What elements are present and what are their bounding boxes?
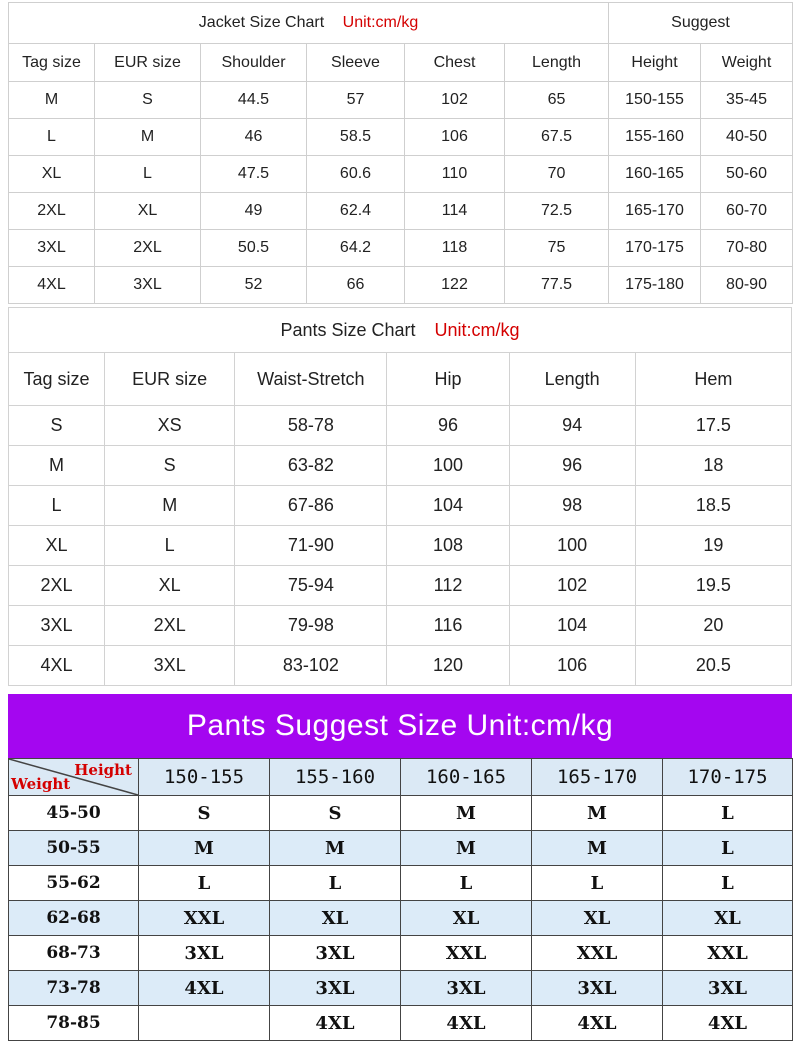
table-cell: 114 — [405, 193, 505, 230]
table-cell: 155-160 — [609, 119, 701, 156]
size-cell: XXL — [532, 936, 663, 971]
size-cell: 3XL — [270, 971, 401, 1006]
table-cell: 64.2 — [307, 230, 405, 267]
table-row — [9, 119, 793, 156]
size-cell: M — [401, 831, 532, 866]
pants-header-row — [9, 353, 792, 406]
weight-cell: 50-55 — [9, 831, 139, 866]
size-cell: 4XL — [139, 971, 270, 1006]
header-cell: Sleeve — [307, 44, 405, 82]
size-cell: L — [401, 866, 532, 901]
header-cell: Shoulder — [201, 44, 307, 82]
weight-cell: 68-73 — [9, 936, 139, 971]
table-cell: S — [95, 82, 201, 119]
table-cell: 75-94 — [235, 566, 387, 606]
size-cell: M — [270, 831, 401, 866]
corner-weight-label: Weight — [11, 775, 71, 793]
table-cell: 2XL — [95, 230, 201, 267]
weight-cell: 62-68 — [9, 901, 139, 936]
header-cell: Chest — [405, 44, 505, 82]
size-cell: XL — [532, 901, 663, 936]
size-cell: M — [401, 796, 532, 831]
suggest-header-row — [9, 759, 793, 796]
table-cell: 175-180 — [609, 267, 701, 304]
table-cell: 35-45 — [701, 82, 793, 119]
table-cell: 118 — [405, 230, 505, 267]
table-cell: 160-165 — [609, 156, 701, 193]
table-cell: 100 — [509, 526, 635, 566]
table-cell: 83-102 — [235, 646, 387, 686]
table-cell: 102 — [405, 82, 505, 119]
size-cell: M — [139, 831, 270, 866]
table-cell: 116 — [387, 606, 509, 646]
table-cell: 60-70 — [701, 193, 793, 230]
table-cell: 62.4 — [307, 193, 405, 230]
table-cell: 58-78 — [235, 406, 387, 446]
size-cell: XL — [401, 901, 532, 936]
size-cell: 4XL — [532, 1006, 663, 1041]
size-cell: L — [139, 866, 270, 901]
size-cell: 3XL — [663, 971, 793, 1006]
table-cell: 17.5 — [635, 406, 791, 446]
table-cell: 94 — [509, 406, 635, 446]
table-cell: 50-60 — [701, 156, 793, 193]
header-cell: Tag size — [9, 44, 95, 82]
table-cell: 50.5 — [201, 230, 307, 267]
header-cell: Waist-Stretch — [235, 353, 387, 406]
header-cell: Weight — [701, 44, 793, 82]
table-cell: 102 — [509, 566, 635, 606]
table-cell: 58.5 — [307, 119, 405, 156]
pants-unit: Unit:cm/kg — [434, 319, 520, 340]
size-cell: XL — [663, 901, 793, 936]
table-cell: 75 — [505, 230, 609, 267]
size-cell: L — [663, 866, 793, 901]
table-cell: 108 — [387, 526, 509, 566]
table-cell: 150-155 — [609, 82, 701, 119]
table-cell: 67.5 — [505, 119, 609, 156]
size-cell: L — [270, 866, 401, 901]
size-cell: 3XL — [139, 936, 270, 971]
table-cell: 104 — [387, 486, 509, 526]
table-cell: 98 — [509, 486, 635, 526]
table-cell: 57 — [307, 82, 405, 119]
pants-title-cell — [9, 308, 792, 353]
size-cell: M — [532, 796, 663, 831]
weight-cell: 78-85 — [9, 1006, 139, 1041]
pants-size-table — [8, 307, 792, 686]
table-row — [9, 866, 793, 901]
table-cell: 52 — [201, 267, 307, 304]
table-cell: 77.5 — [505, 267, 609, 304]
table-cell: XL — [9, 526, 105, 566]
height-header: 160-165 — [401, 759, 532, 796]
table-cell: M — [105, 486, 235, 526]
height-header: 150-155 — [139, 759, 270, 796]
size-cell: S — [139, 796, 270, 831]
header-cell: Length — [505, 44, 609, 82]
weight-cell: 73-78 — [9, 971, 139, 1006]
table-cell: M — [9, 82, 95, 119]
table-cell: 60.6 — [307, 156, 405, 193]
pants-title: Pants Size Chart — [280, 319, 416, 340]
size-cell: L — [532, 866, 663, 901]
table-cell: 2XL — [9, 566, 105, 606]
size-cell: S — [270, 796, 401, 831]
header-cell: Hem — [635, 353, 791, 406]
table-cell: 72.5 — [505, 193, 609, 230]
table-row — [9, 1006, 793, 1041]
size-cell: M — [532, 831, 663, 866]
table-cell: S — [105, 446, 235, 486]
table-cell: 65 — [505, 82, 609, 119]
table-cell: L — [9, 486, 105, 526]
table-row — [9, 901, 793, 936]
table-cell: 96 — [509, 446, 635, 486]
size-cell: XXL — [139, 901, 270, 936]
table-row — [9, 406, 792, 446]
table-cell: 2XL — [9, 193, 95, 230]
size-cell: L — [663, 796, 793, 831]
table-cell: 70-80 — [701, 230, 793, 267]
table-cell: 49 — [201, 193, 307, 230]
table-row — [9, 566, 792, 606]
table-cell: 18.5 — [635, 486, 791, 526]
table-cell: 18 — [635, 446, 791, 486]
table-cell: XL — [95, 193, 201, 230]
height-header: 165-170 — [532, 759, 663, 796]
table-cell: 71-90 — [235, 526, 387, 566]
table-cell: 3XL — [9, 230, 95, 267]
jacket-unit: Unit:cm/kg — [342, 14, 419, 31]
table-cell: M — [95, 119, 201, 156]
size-cell: 3XL — [532, 971, 663, 1006]
table-cell: XS — [105, 406, 235, 446]
table-cell: M — [9, 446, 105, 486]
table-cell: 63-82 — [235, 446, 387, 486]
table-row — [9, 230, 793, 267]
table-row — [9, 156, 793, 193]
table-cell: 44.5 — [201, 82, 307, 119]
table-cell: 4XL — [9, 646, 105, 686]
size-cell: XXL — [401, 936, 532, 971]
table-row — [9, 446, 792, 486]
size-cell — [139, 1006, 270, 1041]
corner-cell — [9, 759, 139, 796]
corner-height-label: Height — [74, 761, 132, 779]
table-cell: 4XL — [9, 267, 95, 304]
table-cell: S — [9, 406, 105, 446]
table-cell: 19 — [635, 526, 791, 566]
table-cell: 3XL — [105, 646, 235, 686]
table-row — [9, 486, 792, 526]
header-cell: Height — [609, 44, 701, 82]
size-cell: XL — [270, 901, 401, 936]
table-cell: XL — [105, 566, 235, 606]
table-cell: 80-90 — [701, 267, 793, 304]
table-cell: 104 — [509, 606, 635, 646]
table-cell: 20 — [635, 606, 791, 646]
table-row — [9, 606, 792, 646]
table-row — [9, 971, 793, 1006]
pants-suggest-table — [8, 758, 793, 1041]
table-cell: 110 — [405, 156, 505, 193]
jacket-suggest-title: Suggest — [609, 3, 793, 44]
table-row — [9, 526, 792, 566]
table-cell: 3XL — [9, 606, 105, 646]
table-cell: L — [9, 119, 95, 156]
table-row — [9, 796, 793, 831]
header-cell: EUR size — [105, 353, 235, 406]
table-cell: 67-86 — [235, 486, 387, 526]
size-cell: 4XL — [663, 1006, 793, 1041]
suggest-banner: Pants Suggest Size Unit:cm/kg — [8, 694, 792, 758]
table-row — [9, 82, 793, 119]
height-header: 170-175 — [663, 759, 793, 796]
table-row — [9, 831, 793, 866]
table-cell: 46 — [201, 119, 307, 156]
table-cell: L — [105, 526, 235, 566]
table-row — [9, 646, 792, 686]
jacket-title: Jacket Size Chart — [198, 14, 325, 31]
size-cell: L — [663, 831, 793, 866]
table-cell: 47.5 — [201, 156, 307, 193]
table-cell: 122 — [405, 267, 505, 304]
table-cell: 165-170 — [609, 193, 701, 230]
table-row — [9, 267, 793, 304]
size-cell: 4XL — [401, 1006, 532, 1041]
table-cell: 79-98 — [235, 606, 387, 646]
header-cell: EUR size — [95, 44, 201, 82]
table-cell: XL — [9, 156, 95, 193]
table-cell: L — [95, 156, 201, 193]
weight-cell: 55-62 — [9, 866, 139, 901]
table-cell: 66 — [307, 267, 405, 304]
table-cell: 2XL — [105, 606, 235, 646]
size-cell: 3XL — [401, 971, 532, 1006]
table-cell: 106 — [405, 119, 505, 156]
table-cell: 40-50 — [701, 119, 793, 156]
table-cell: 20.5 — [635, 646, 791, 686]
table-row — [9, 193, 793, 230]
table-cell: 3XL — [95, 267, 201, 304]
size-cell: 4XL — [270, 1006, 401, 1041]
jacket-header-row — [9, 44, 793, 82]
table-cell: 120 — [387, 646, 509, 686]
table-cell: 170-175 — [609, 230, 701, 267]
table-cell: 100 — [387, 446, 509, 486]
size-cell: XXL — [663, 936, 793, 971]
table-cell: 106 — [509, 646, 635, 686]
table-row — [9, 936, 793, 971]
header-cell: Hip — [387, 353, 509, 406]
jacket-title-cell — [9, 3, 609, 44]
table-cell: 19.5 — [635, 566, 791, 606]
table-cell: 70 — [505, 156, 609, 193]
height-header: 155-160 — [270, 759, 401, 796]
header-cell: Tag size — [9, 353, 105, 406]
weight-cell: 45-50 — [9, 796, 139, 831]
table-cell: 96 — [387, 406, 509, 446]
jacket-size-table — [8, 2, 793, 304]
size-cell: 3XL — [270, 936, 401, 971]
table-cell: 112 — [387, 566, 509, 606]
header-cell: Length — [509, 353, 635, 406]
